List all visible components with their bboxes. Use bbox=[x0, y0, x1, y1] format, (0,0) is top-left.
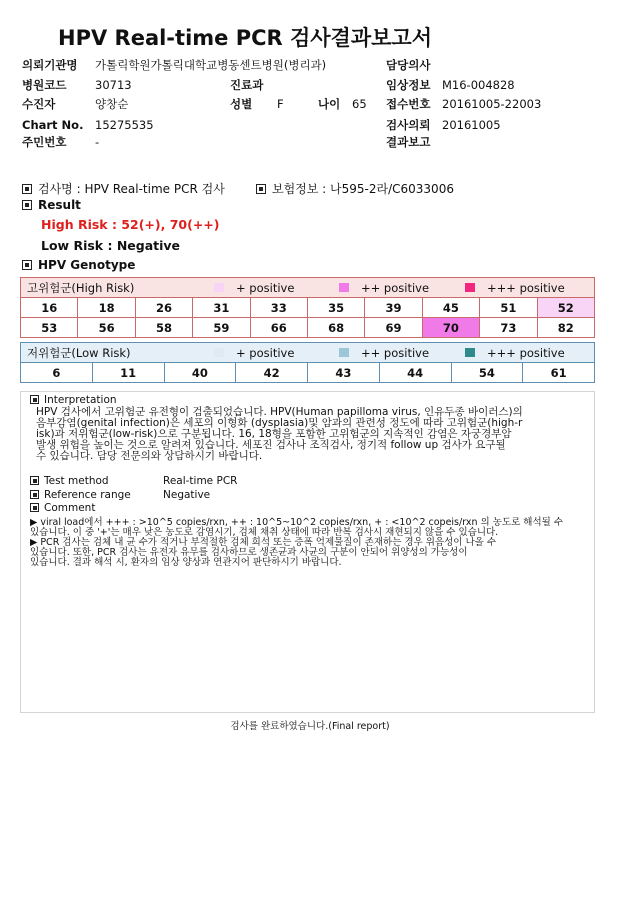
insurance-text: 보험정보 : 나595-2라/C6033006 bbox=[272, 182, 454, 196]
institution-value: 가톨릭학원가톨릭대학교병동센트병원(병리과) bbox=[95, 58, 327, 72]
genotype-cell: 68 bbox=[307, 318, 364, 338]
legend-plusplus bbox=[339, 346, 465, 360]
department-label: 진료과 bbox=[230, 78, 264, 92]
legend-label: ++ positive bbox=[361, 345, 430, 360]
low-risk-row bbox=[21, 363, 595, 383]
legend-plus bbox=[214, 281, 339, 295]
checkbox-square-icon bbox=[30, 503, 39, 512]
legend-swatch bbox=[339, 283, 349, 292]
interpretation-line: 발생 위험을 높이는 것으로 알려져 있습니다. 세포진 검사나 조직검사, 정기적 follow up 검사가 요구될 bbox=[36, 439, 506, 451]
exam-name-text: 검사명 : HPV Real-time PCR 검사 bbox=[38, 182, 225, 196]
request-date-label: 검사의뢰 bbox=[386, 118, 431, 132]
insurance-info bbox=[256, 180, 454, 197]
chart-no-value: 15275535 bbox=[95, 118, 154, 132]
low-risk-result: Low Risk : Negative bbox=[41, 238, 181, 253]
interpretation-line: isk)과 저위험군(low-risk)으로 구분됩니다. 16, 18형을 포함한 고위험군의 지속적인 감염은 자궁경부암 bbox=[36, 428, 512, 440]
legend-swatch bbox=[214, 348, 224, 357]
interpretation-line: 음부감염(genital infection)은 세포의 이형화 (dysplasia)및 암과의 관련성 정도에 따라 고위험군(high-r bbox=[36, 417, 523, 429]
interpretation-text bbox=[36, 407, 588, 462]
exam-name bbox=[22, 180, 225, 197]
hospital-code-value: 30713 bbox=[95, 78, 132, 92]
genotype-cell: 59 bbox=[193, 318, 250, 338]
comment-line: ▶ viral load에서 +++ : >10^5 copies/rxn, ++ : 10^5~10^2 copies/rxn, + : <10^2 copeis/rxn 의 농도로 해석될 수 bbox=[30, 517, 563, 528]
genotype-cell: 53 bbox=[21, 318, 78, 338]
doctor-label: 담당의사 bbox=[386, 58, 431, 72]
genotype-cell: 51 bbox=[480, 298, 537, 318]
comment-line: 있습니다. 또한, PCR 검사는 유전자 유무를 검사하므로 생존균과 사균의 구분이 안되어 위양성의 가능성이 bbox=[30, 547, 468, 558]
genotype-cell: 18 bbox=[78, 298, 135, 318]
genotype-cell: 69 bbox=[365, 318, 422, 338]
checkbox-square-icon bbox=[30, 490, 39, 499]
genotype-cell: 40 bbox=[164, 363, 236, 383]
genotype-cell: 39 bbox=[365, 298, 422, 318]
test-method-label: Test method bbox=[44, 475, 109, 487]
age-value: 65 bbox=[352, 97, 367, 111]
high-risk-result: High Risk : 52(+), 70(++) bbox=[41, 217, 220, 232]
checkbox-square-icon bbox=[22, 184, 32, 194]
receipt-value: 20161005-22003 bbox=[442, 97, 542, 111]
interpretation-line: 수 있습니다. 담당 전문의와 상담하시기 바랍니다. bbox=[36, 450, 263, 462]
age-label: 나이 bbox=[318, 97, 341, 111]
high-risk-row bbox=[21, 318, 595, 338]
genotype-cell: 56 bbox=[78, 318, 135, 338]
legend-label: ++ positive bbox=[361, 280, 430, 295]
legend-swatch bbox=[465, 283, 475, 292]
high-risk-title: 고위험군(High Risk) bbox=[27, 280, 135, 295]
checkbox-square-icon bbox=[256, 184, 266, 194]
clinical-info-label: 임상정보 bbox=[386, 78, 431, 92]
chart-no-label: Chart No. bbox=[22, 118, 84, 132]
legend-swatch bbox=[465, 348, 475, 357]
checkbox-square-icon bbox=[30, 395, 39, 404]
low-risk-title: 저위험군(Low Risk) bbox=[27, 345, 131, 360]
genotype-cell: 6 bbox=[21, 363, 93, 383]
collector-value: 양창순 bbox=[95, 97, 129, 111]
genotype-cell: 35 bbox=[307, 298, 364, 318]
high-risk-row bbox=[21, 298, 595, 318]
genotype-cell: 11 bbox=[92, 363, 164, 383]
legend-swatch bbox=[339, 348, 349, 357]
comment-line: 있습니다. 결과 해석 시, 환자의 임상 양상과 연관지어 판단하시기 바랍니다. bbox=[30, 557, 342, 568]
genotype-cell: 54 bbox=[451, 363, 523, 383]
genotype-cell: 31 bbox=[193, 298, 250, 318]
interpretation-line: HPV 검사에서 고위험군 유전형이 검출되었습니다. HPV(Human papilloma virus, 인유두종 바이러스)의 bbox=[36, 406, 523, 418]
high-risk-table bbox=[20, 277, 595, 338]
legend-swatch bbox=[214, 283, 224, 292]
genotype-cell: 73 bbox=[480, 318, 537, 338]
genotype-cell: 43 bbox=[308, 363, 380, 383]
checkbox-square-icon bbox=[22, 260, 32, 270]
checkbox-square-icon bbox=[30, 476, 39, 485]
collector-label: 수진자 bbox=[22, 97, 56, 111]
hospital-code-label: 병원코드 bbox=[22, 78, 67, 92]
genotype-cell: 26 bbox=[135, 298, 192, 318]
legend-plus bbox=[214, 346, 339, 360]
sex-value: F bbox=[277, 97, 284, 111]
genotype-cell: 45 bbox=[422, 298, 479, 318]
genotype-cell: 66 bbox=[250, 318, 307, 338]
genotype-cell: 82 bbox=[537, 318, 594, 338]
legend-label: + positive bbox=[236, 280, 295, 295]
genotype-cell: 44 bbox=[379, 363, 451, 383]
comment-row bbox=[30, 503, 95, 514]
reference-row bbox=[30, 490, 131, 501]
genotype-cell: 16 bbox=[21, 298, 78, 318]
resident-no-label: 주민번호 bbox=[22, 135, 67, 149]
genotype-cell: 52 bbox=[537, 298, 594, 318]
low-risk-header bbox=[21, 343, 595, 363]
reference-value: Negative bbox=[163, 489, 211, 501]
result-report-label: 결과보고 bbox=[386, 135, 431, 149]
genotype-cell: 58 bbox=[135, 318, 192, 338]
legend-plusplusplus bbox=[465, 346, 565, 360]
genotype-cell: 70 bbox=[422, 318, 479, 338]
test-method-row bbox=[30, 476, 109, 487]
legend-plusplusplus bbox=[465, 281, 565, 295]
interpretation-heading bbox=[30, 395, 117, 406]
resident-no-value: - bbox=[95, 135, 100, 149]
legend-label: +++ positive bbox=[487, 345, 565, 360]
sex-label: 성별 bbox=[230, 97, 253, 111]
high-risk-header bbox=[21, 278, 595, 298]
genotype-cell: 42 bbox=[236, 363, 308, 383]
institution-label: 의뢰기관명 bbox=[22, 58, 78, 72]
receipt-label: 접수번호 bbox=[386, 97, 431, 111]
comment-label: Comment bbox=[44, 502, 96, 514]
legend-label: + positive bbox=[236, 345, 295, 360]
legend-label: +++ positive bbox=[487, 280, 565, 295]
reference-label: Reference range bbox=[44, 489, 131, 501]
comment-line: 있습니다. 이 중 '+'는 매우 낮은 농도로 감염시기, 검체 채취 상태에 따라 반복 검사시 재현되지 않을 수 있습니다. bbox=[30, 527, 499, 538]
genotype-cell: 61 bbox=[523, 363, 595, 383]
genotype-cell: 33 bbox=[250, 298, 307, 318]
result-heading bbox=[22, 198, 81, 212]
interpretation-heading-text: Interpretation bbox=[44, 394, 117, 406]
low-risk-table bbox=[20, 342, 595, 383]
clinical-info-value: M16-004828 bbox=[442, 78, 515, 92]
report-title: HPV Real-time PCR 검사결과보고서 bbox=[58, 26, 432, 50]
test-method-value: Real-time PCR bbox=[163, 475, 238, 487]
final-report-note: 검사를 완료하였습니다.(Final report) bbox=[230, 721, 390, 732]
request-date-value: 20161005 bbox=[442, 118, 501, 132]
result-heading-text: Result bbox=[38, 198, 81, 212]
checkbox-square-icon bbox=[22, 200, 32, 210]
genotype-heading bbox=[22, 258, 135, 272]
comment-text bbox=[30, 518, 590, 568]
legend-plusplus bbox=[339, 281, 465, 295]
genotype-heading-text: HPV Genotype bbox=[38, 258, 136, 272]
comment-line: ▶ PCR 검사는 검체 내 균 수가 적거나 부적절한 검체 희석 또는 증폭 억제물질이 존재하는 경우 위음성이 나올 수 bbox=[30, 537, 497, 548]
